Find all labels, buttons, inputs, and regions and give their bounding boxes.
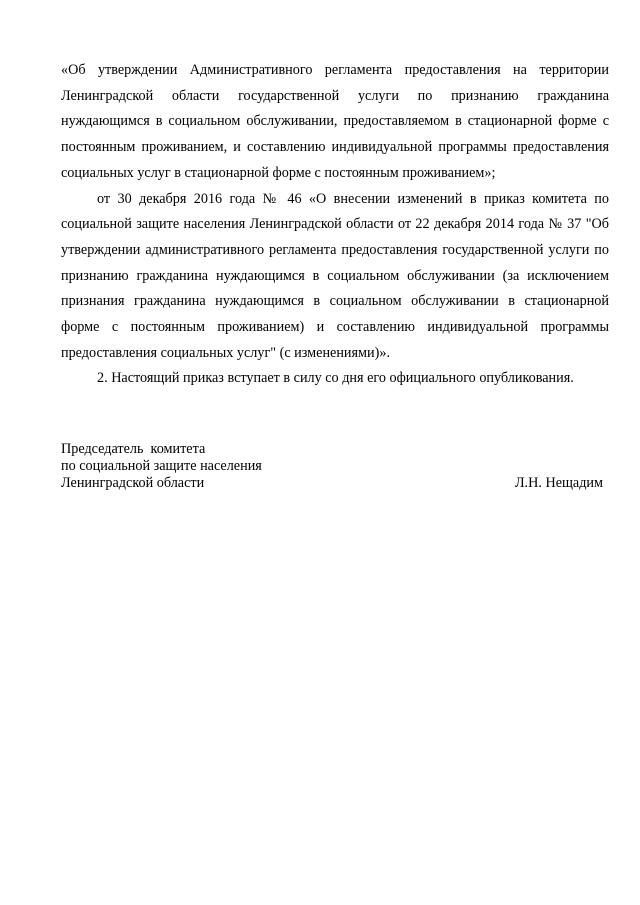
signatory-title-line-3: Ленинградской области <box>61 475 205 491</box>
signatory-row <box>61 475 603 492</box>
paragraph-quoted-title: «Об утверждении Административного регламента предоставления на территории Ленинградской области государственной услуги по признанию гражданина нуждающимся в социальном обслуживании, предоставляемом в стационарной форме с постоянным проживанием, и составлению индивидуальной программы предоставления социальных услуг в стационарной форме с постоянным проживанием»; <box>61 62 609 181</box>
signatory-title-line-1: Председатель комитета <box>61 441 206 457</box>
signatory-title-line-2: по социальной защите населения <box>61 458 262 474</box>
paragraph-order-reference: от 30 декабря 2016 года № 46 «О внесении изменений в приказ комитета по социальной защите населения Ленинградской области от 22 декабря 2014 года № 37 "Об утверждении административного регламента предоставления государственной услуги по признанию гражданина нуждающимся в социальном обслуживании (за исключением признания гражданина нуждающимся в социальном обслуживании в стационарной форме с постоянным проживанием) и составлению индивидуальной программы предоставления социальных услуг" (с изменениями)». <box>61 190 609 361</box>
signature-block <box>61 441 603 492</box>
signatory-name: Л.Н. Нещадим <box>514 475 603 491</box>
document-body <box>61 58 609 392</box>
paragraph-effective-date: 2. Настоящий приказ вступает в силу со дня его официального опубликования. <box>97 370 574 387</box>
